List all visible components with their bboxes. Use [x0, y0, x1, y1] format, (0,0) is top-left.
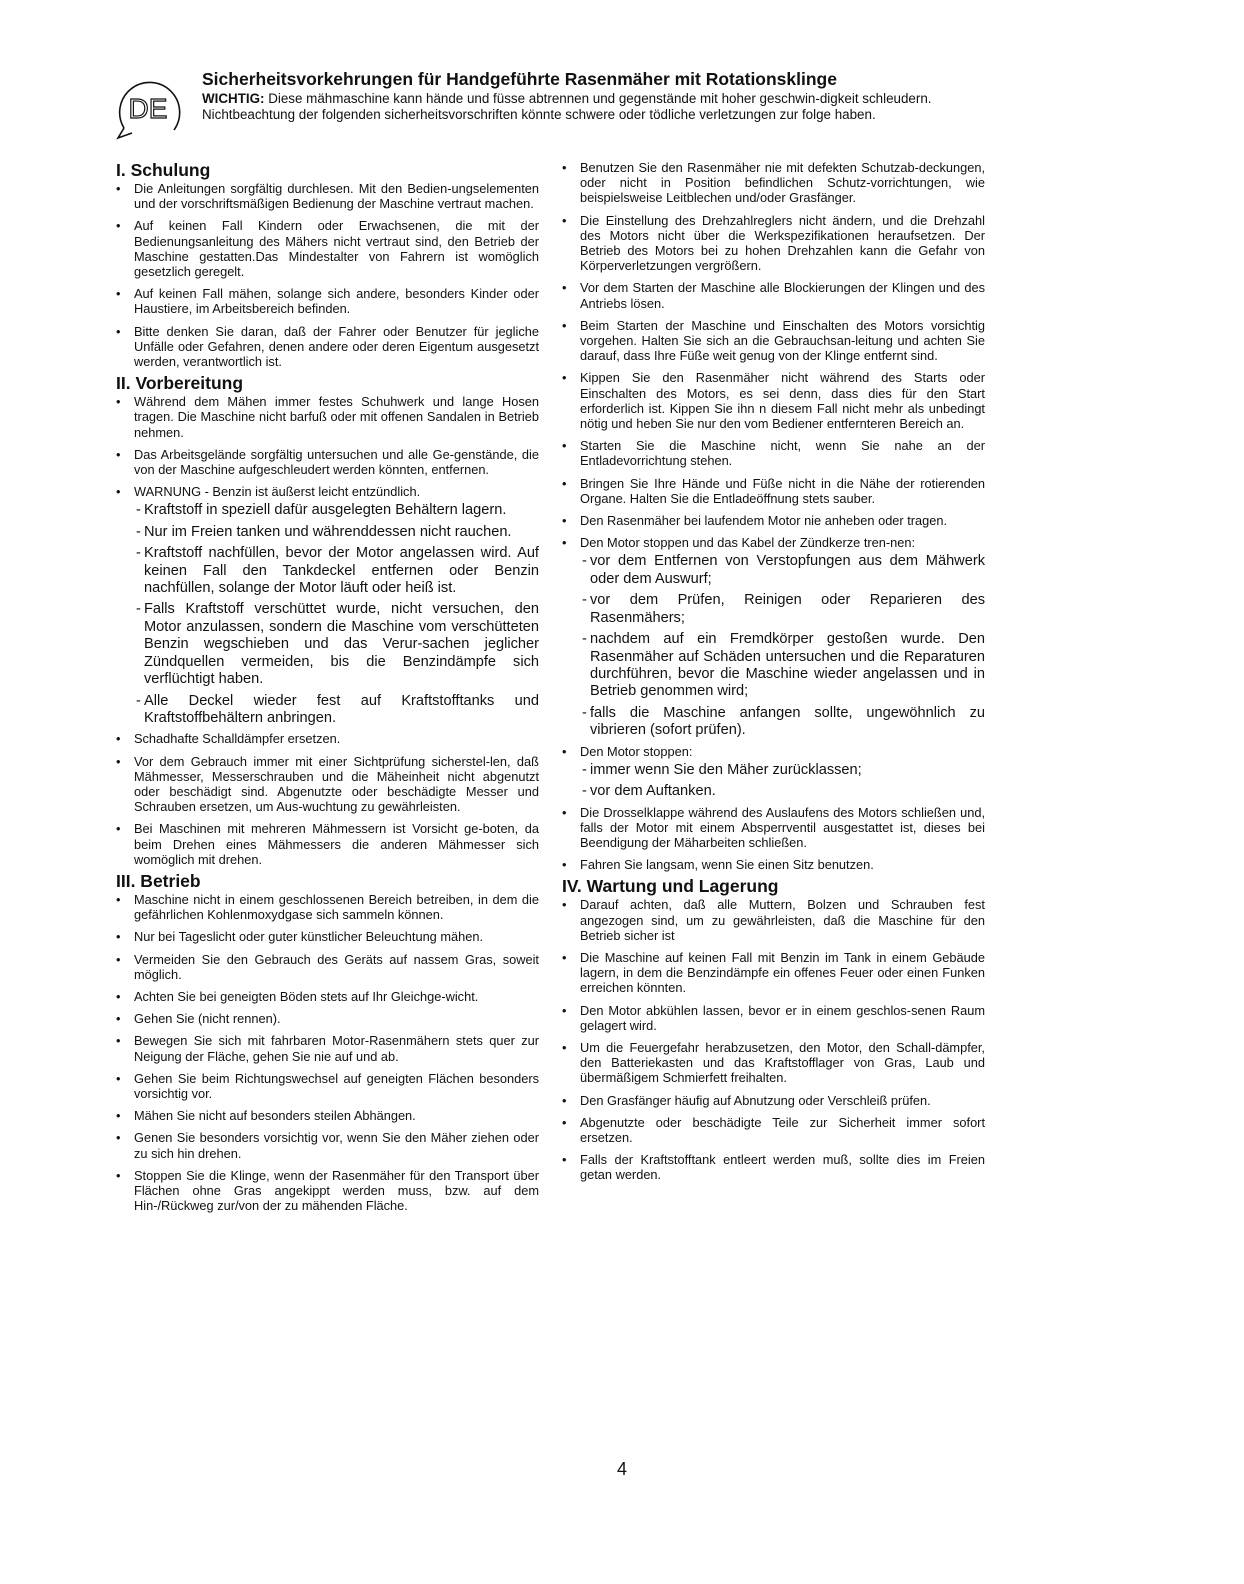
- list-item: • Den Grasfänger häufig auf Abnutzung oder Verschleiß prüfen.: [562, 1092, 931, 1108]
- language-code: DE: [128, 93, 168, 124]
- page-number: 4: [616, 1459, 627, 1479]
- language-de-icon: [114, 76, 188, 142]
- sub-list-item: - vor dem Entfernen von Verstopfungen aus dem Mähwerk oder dem Auswurf;: [582, 553, 985, 587]
- list-item: • Vor dem Gebrauch immer mit einer Sichtprüfung sicherstel-len, daß Mähmesser, Messerschrauben und die Mäheinheit nicht abgenutzt oder beschädigt sind. Abgenutzte oder beschädigte Messer und Schrauben ersetzen, um Aus-wuchtung zu gewährleisten.: [116, 753, 539, 815]
- sub-list-item: - Falls Kraftstoff verschüttet wurde, nicht versuchen, den Motor anzulassen, sondern die Maschine vom verschütteten Benzin wegschieben und das Verur-sachen jeglicher Zündquellen vermeiden, bis die Benzindämpfe sich verflüchtigt haben.: [136, 601, 539, 688]
- list-item: • Den Rasenmäher bei laufendem Motor nie anheben oder tragen.: [562, 513, 948, 529]
- list-item: • Darauf achten, daß alle Muttern, Bolzen und Schrauben fest angezogen sind, um zu gewährleisten, daß die Maschine für den Betrieb sicher ist: [562, 897, 985, 943]
- list-item: • Vor dem Starten der Maschine alle Blockierungen der Klingen und des Antriebs lösen.: [562, 280, 985, 311]
- list-item: • WARNUNG - Benzin ist äußerst leicht entzündlich.: [116, 484, 421, 500]
- sub-list-item: - Kraftstoff in speziell dafür ausgelegten Behältern lagern.: [136, 502, 507, 519]
- stop2-list: [560, 744, 985, 759]
- sub-list-item: - Nur im Freien tanken und währenddessen nicht rauchen.: [136, 523, 512, 540]
- list-item: • Genen Sie besonders vorsichtig vor, wenn Sie den Mäher ziehen oder zu sich hin drehen.: [116, 1130, 539, 1161]
- list-item: • Auf keinen Fall Kindern oder Erwachsenen, die mit der Bedienungsanleitung des Mähers nicht vertraut sind, den Betrieb der Maschine gestatten.Das Mindestalter von Fahrern ist womöglich gesetzlich geregelt.: [116, 218, 539, 280]
- list-item: • Falls der Kraftstofftank entleert werden muß, sollte dies im Freien getan werden.: [562, 1152, 985, 1183]
- list-item: • Die Maschine auf keinen Fall mit Benzin im Tank in einem Gebäude lagern, in dem die Benzindämpfe ein offenes Feuer oder einen Funken erreichen könnten.: [562, 949, 985, 996]
- list-item: • Gehen Sie (nicht rennen).: [116, 1011, 281, 1027]
- list-item: • Während dem Mähen immer festes Schuhwerk und lange Hosen tragen. Die Maschine nicht barfuß oder mit offenen Sandalen in Betrieb nehmen.: [116, 394, 539, 440]
- schulung-list: [114, 181, 539, 369]
- section-title-schulung: I. Schulung: [116, 160, 211, 180]
- list-item: • Das Arbeitsgelände sorgfältig untersuchen und alle Ge-genstände, die von der Maschine aufgeschleudert werden könnten, entfernen.: [116, 446, 539, 478]
- sub-list-item: - vor dem Prüfen, Reinigen oder Reparieren des Rasenmähers;: [582, 592, 985, 626]
- sub-list-item: - vor dem Auftanken.: [582, 783, 716, 800]
- stop-sublist: [560, 553, 985, 739]
- warning-text: Diese mähmaschine kann hände und füsse abtrennen und gegenstände mit hoher geschwin-digkeit schleudern. Nichtbeachtung der folgenden sicherheitsvorschriften könnte schwere oder tödliche verletzungen zur folge haben.: [202, 91, 932, 122]
- list-item: • Beim Starten der Maschine und Einschalten des Motors vorsichtig vorgehen. Halten Sie sich an die Gebrauchsan-leitung und achten Sie darauf, dass Ihre Füße weit genug von der Klinge entfernt sind.: [562, 317, 985, 364]
- header: [202, 68, 1002, 123]
- list-item: • Die Anleitungen sorgfältig durchlesen. Mit den Bedien-ungselementen und der vorschriftsmäßigen Bedienung der Maschine vertraut machen.: [116, 181, 539, 212]
- betrieb-list: [114, 892, 539, 1213]
- list-item: • Bewegen Sie sich mit fahrbaren Motor-Rasenmähern stets quer zur Neigung der Fläche, gehen Sie nie auf und ab.: [116, 1033, 539, 1064]
- list-item: • Die Einstellung des Drehzahlreglers nicht ändern, und die Drehzahl des Motors nicht über die Werkspezifikationen heraufsetzen. Der Betrieb des Motors bei zu hohen Drehzahlen kann die Gefahr von Körperverletzungen vergrößern.: [562, 212, 985, 274]
- section-title-betrieb: III. Betrieb: [116, 870, 201, 891]
- list-item: • Nur bei Tageslicht oder guter künstlicher Beleuchtung mähen.: [116, 929, 484, 945]
- left-column: [114, 160, 539, 1220]
- list-item: • Die Drosselklappe während des Auslaufens des Motors schließen und, falls der Motor mit einem Absperrventil ausgestattet ist, dieses bei Beendigung der Mäharbeiten schließen.: [562, 804, 985, 850]
- list-item: • Fahren Sie langsam, wenn Sie einen Sitz benutzen.: [562, 857, 874, 873]
- vorbereitung-list: [114, 394, 539, 499]
- sub-list-item: - nachdem auf ein Fremdkörper gestoßen wurde. Den Rasenmäher auf Schäden untersuchen und die Reparaturen durchführen, bevor die Maschine wieder angelassen und in Betrieb genommen wird;: [582, 631, 985, 700]
- list-item: • Schadhafte Schalldämpfer ersetzen.: [116, 731, 341, 747]
- list-item: • Kippen Sie den Rasenmäher nicht während des Starts oder Einschalten des Motors, es sei denn, dass dies für den Start erforderlich ist. Kippen Sie ihn n diesem Fall nicht mehr als unbedingt nötig und heben Sie nur den vom Bediener entfernteren Bereich an.: [562, 370, 985, 432]
- list-item: • Stoppen Sie die Klinge, wenn der Rasenmäher für den Transport über Flächen ohne Gras angekippt werden muss, bzw. auf dem Hin-/Rückweg zur/von der zu mähenden Fläche.: [116, 1167, 539, 1214]
- vorbereitung-list-2: [114, 731, 539, 867]
- stop2-sublist: [560, 762, 985, 801]
- right-column: [560, 160, 985, 1190]
- list-item: • Den Motor abkühlen lassen, bevor er in einem geschlos-senen Raum gelagert wird.: [562, 1002, 985, 1033]
- wartung-list: [560, 897, 985, 1182]
- warning-paragraph: [202, 91, 1002, 123]
- list-item: • Maschine nicht in einem geschlossenen Bereich betreiben, in dem die gefährlichen Kohlenmoxydgase sich sammeln können.: [116, 891, 539, 923]
- fuel-sublist: [114, 502, 539, 727]
- sub-list-item: - immer wenn Sie den Mäher zurücklassen;: [582, 761, 862, 778]
- section-title-vorbereitung: II. Vorbereitung: [116, 373, 244, 394]
- section-title-wartung: IV. Wartung und Lagerung: [562, 876, 779, 897]
- sub-list-item: - Kraftstoff nachfüllen, bevor der Motor angelassen wird. Auf keinen Fall den Tankdeckel entfernen oder Benzin nachfüllen, solange der Motor läuft oder heiß ist.: [136, 545, 539, 597]
- betrieb-list-continued: [560, 160, 985, 550]
- page-title: Sicherheitsvorkehrungen für Handgeführte Rasenmäher mit Rotationsklinge: [202, 69, 837, 89]
- list-item: • Abgenutzte oder beschädigte Teile zur Sicherheit immer sofort ersetzen.: [562, 1114, 985, 1145]
- list-item: • Starten Sie die Maschine nicht, wenn Sie nahe an der Entladevorrichtung stehen.: [562, 438, 985, 469]
- list-item: • Den Motor stoppen:: [562, 743, 693, 759]
- list-item: • Bringen Sie Ihre Hände und Füße nicht in die Nähe der rotierenden Organe. Halten Sie die Entladeöffnung stets sauber.: [562, 475, 985, 506]
- betrieb-final-list: [560, 805, 985, 873]
- list-item: • Vermeiden Sie den Gebrauch des Geräts auf nassem Gras, soweit möglich.: [116, 951, 539, 982]
- list-item: • Auf keinen Fall mähen, solange sich andere, besonders Kinder oder Haustiere, im Arbeitsbereich befinden.: [116, 286, 539, 317]
- list-item: • Bei Maschinen mit mehreren Mähmessern ist Vorsicht ge-boten, da beim Drehen eines Mähmessers die anderen Mähmesser sich womöglich mit drehen.: [116, 821, 539, 867]
- list-item: • Um die Feuergefahr herabzusetzen, den Motor, den Schall-dämpfer, den Batteriekasten und das Kraftstofflager von Gras, Laub und übermäßigem Schmierfett freihalten.: [562, 1039, 985, 1086]
- list-item: • Benutzen Sie den Rasenmäher nie mit defekten Schutzab-deckungen, oder nicht in Position befindlichen Schutz-vorrichtungen, wie beispielsweise Leitblechen und/oder Grasfänger.: [562, 160, 985, 206]
- list-item: • Mähen Sie nicht auf besonders steilen Abhängen.: [116, 1108, 416, 1124]
- list-item: • Den Motor stoppen und das Kabel der Zündkerze tren-nen:: [562, 535, 916, 551]
- list-item: • Bitte denken Sie daran, daß der Fahrer oder Benutzer für jegliche Unfälle oder Gefahren, denen andere oder deren Eigentum ausgesetzt werden, verantwortlich ist.: [116, 323, 539, 370]
- warning-label: WICHTIG:: [202, 91, 265, 106]
- sub-list-item: - Alle Deckel wieder fest auf Kraftstofftanks und Kraftstoffbehältern anbringen.: [136, 692, 539, 726]
- list-item: • Gehen Sie beim Richtungswechsel auf geneigten Flächen besonders vorsichtig vor.: [116, 1070, 539, 1101]
- list-item: • Achten Sie bei geneigten Böden stets auf Ihr Gleichge-wicht.: [116, 988, 479, 1004]
- sub-list-item: - falls die Maschine anfangen sollte, ungewöhnlich zu vibrieren (sofort prüfen).: [582, 704, 985, 739]
